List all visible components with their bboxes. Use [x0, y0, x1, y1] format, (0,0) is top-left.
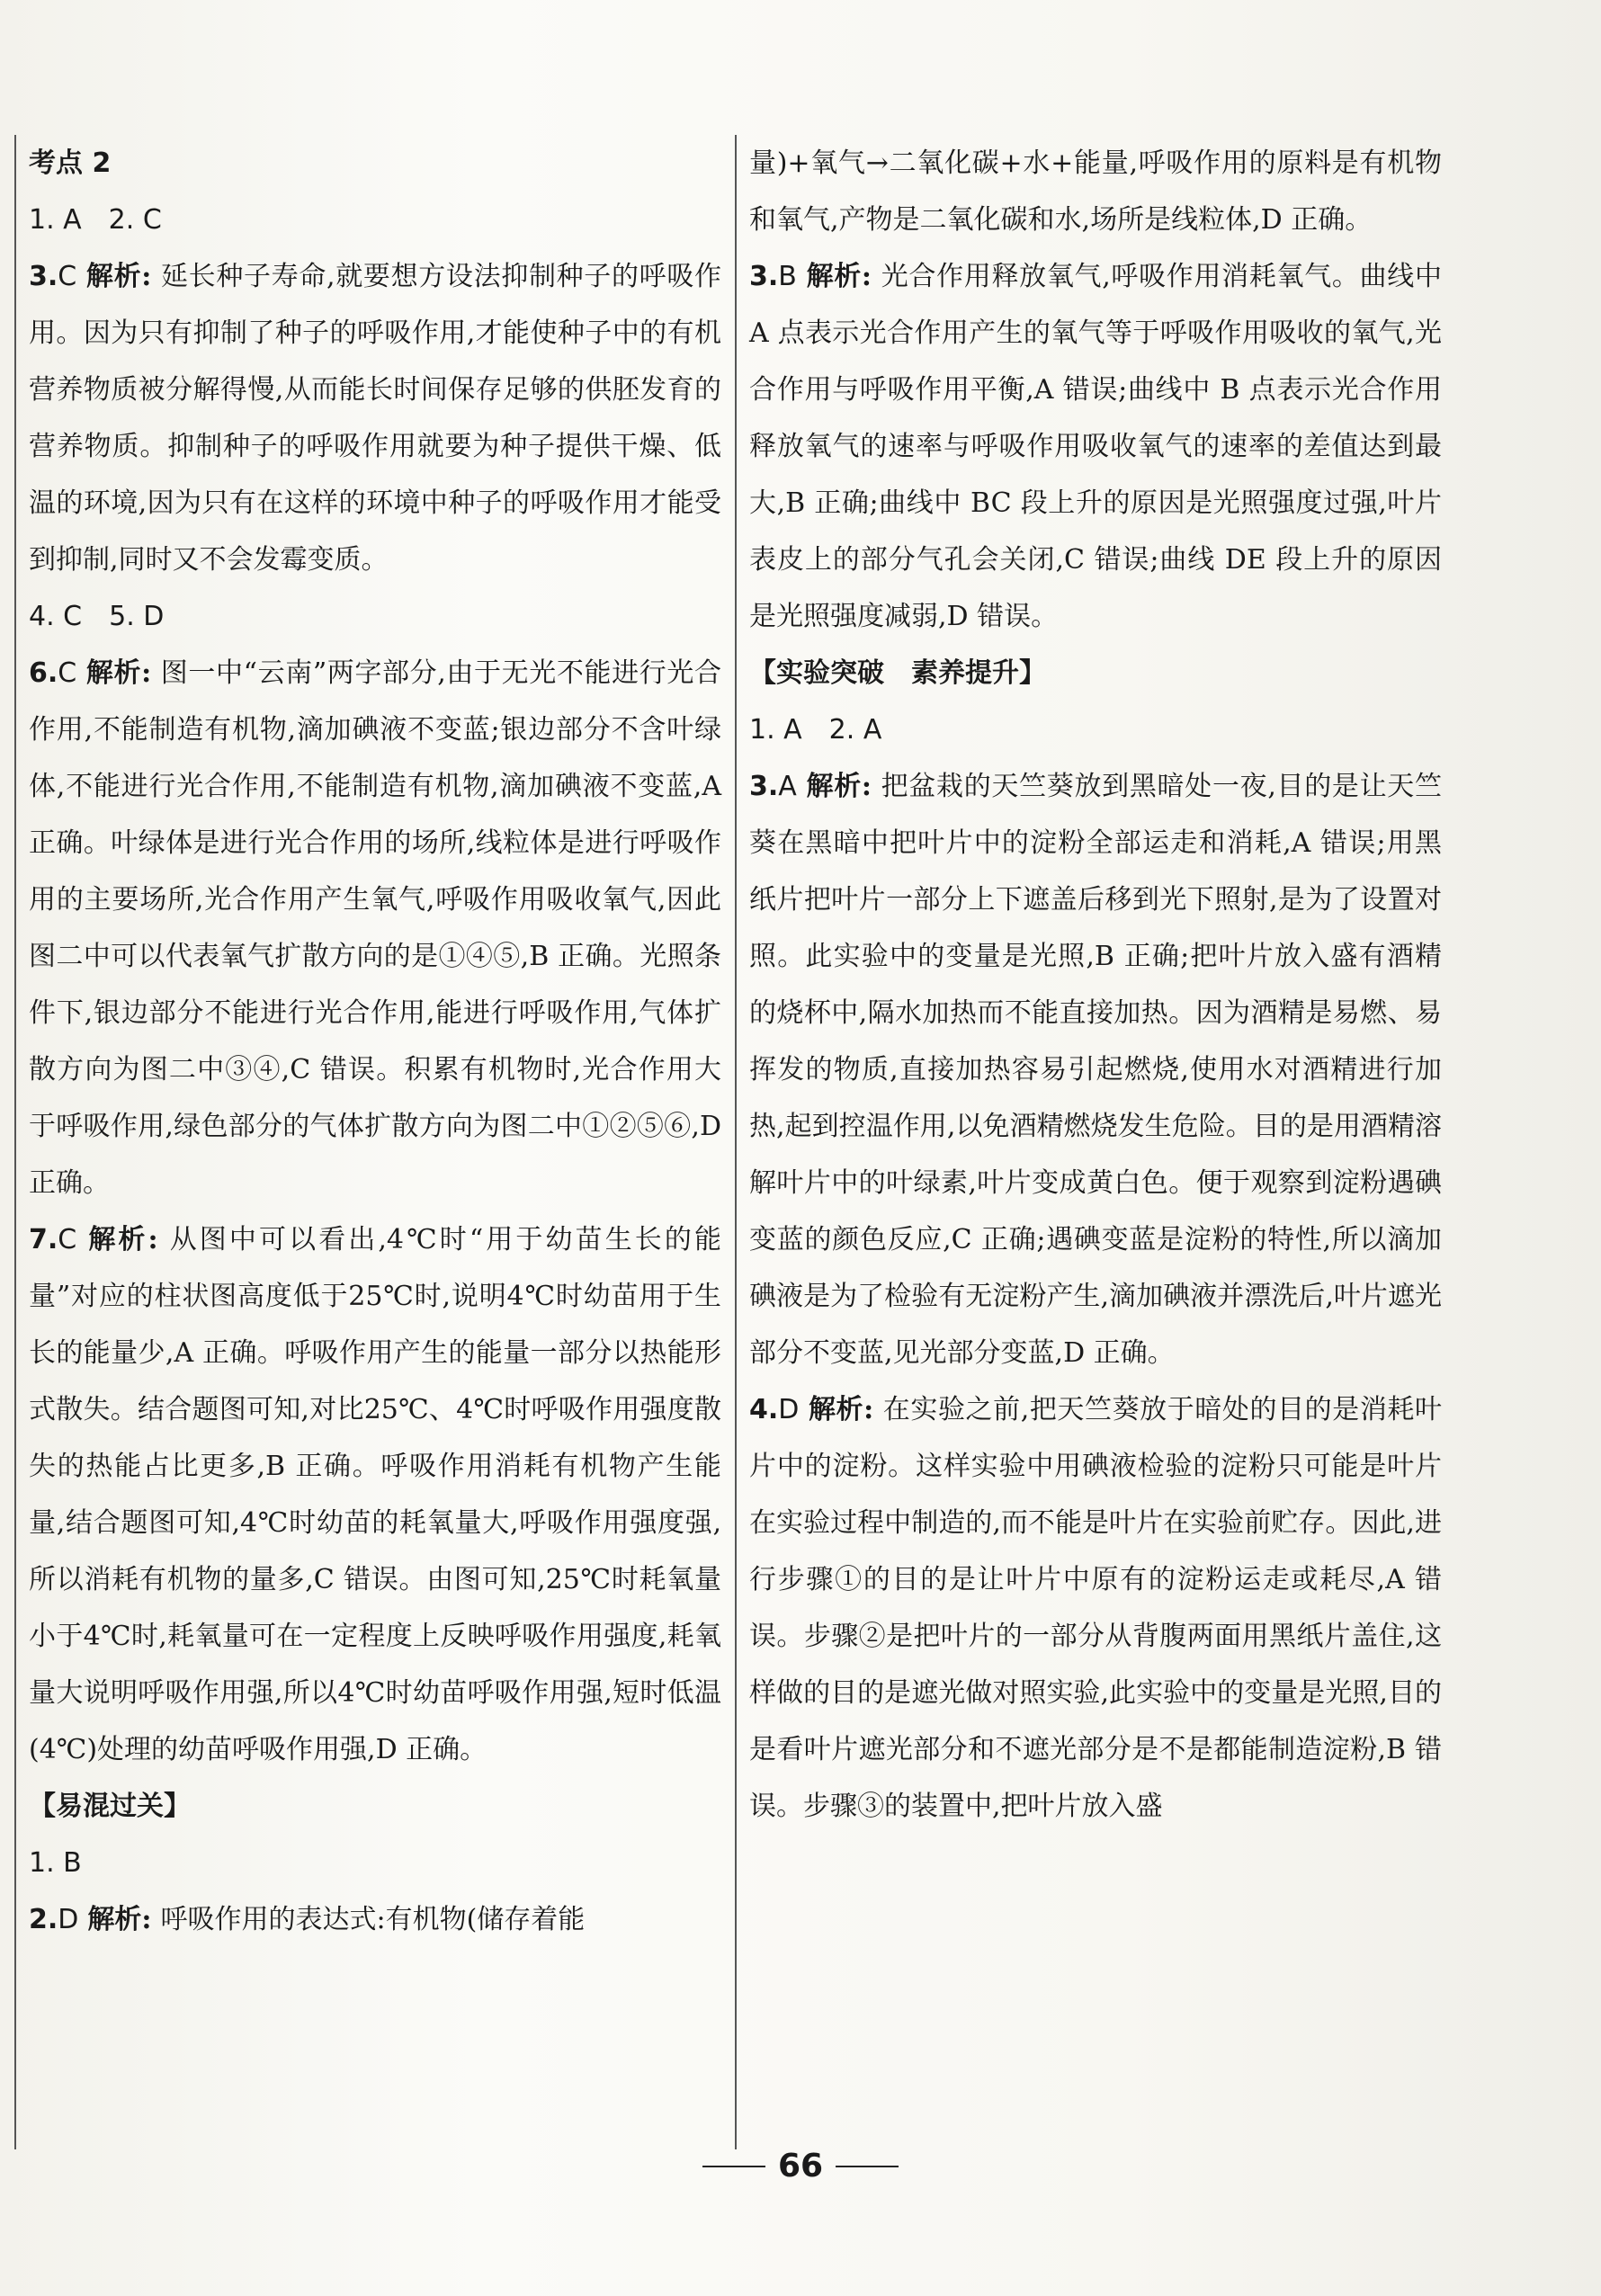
item-answer: C: [58, 1224, 77, 1255]
answer-item-6: [29, 645, 721, 1211]
analysis-label: 解析:: [808, 1394, 874, 1425]
analysis-text: 把盆栽的天竺葵放到黑暗处一夜,目的是让天竺葵在黑暗中把叶片中的淀粉全部运走和消耗,A 错误;用黑纸片把叶片一部分上下遮盖后移到光下照射,是为了设置对照。此实验中的变量是光照,B 正确;把叶片放入盛有酒精的烧杯中,隔水加热而不能直接加热。因为酒精是易燃、易挥发的物质,直接加热容易引起燃烧,使用水对酒精进行加热,起到控温作用,以免酒精燃烧发生危险。目的是用酒精溶解叶片中的叶绿素,叶片变成黄白色。便于观察到淀粉遇碘变蓝的颜色反应,C 正确;遇碘变蓝是淀粉的特性,所以滴加碘液是为了检验有无淀粉产生,滴加碘液并漂洗后,叶片遮光部分不变蓝,见光部分变蓝,D 正确。: [749, 771, 1442, 1369]
analysis-text: 在实验之前,把天竺葵放于暗处的目的是消耗叶片中的淀粉。这样实验中用碘液检验的淀粉只可能是叶片在实验过程中制造的,而不能是叶片在实验前贮存。因此,进行步骤①的目的是让叶片中原有的淀粉运走或耗尽,A 错误。步骤②是把叶片的一部分从背腹两面用黑纸片盖住,这样做的目的是遮光做对照实验,此实验中的变量是光照,目的是看叶片遮光部分和不遮光部分是不是都能制造淀粉,B 错误。步骤③的装置中,把叶片放入盛: [749, 1394, 1442, 1822]
item-number: 4.: [749, 1394, 779, 1425]
answer-item-3: [749, 248, 1442, 645]
item-answer: B: [778, 261, 797, 292]
left-column: [29, 135, 721, 1948]
item-number: 3.: [749, 771, 779, 802]
answer-line: 1. B: [29, 1847, 82, 1879]
item-number: 7.: [29, 1224, 58, 1255]
item-answer: D: [778, 1394, 800, 1425]
answer-line: 1. A 2. C: [29, 204, 162, 236]
left-margin-rule: [14, 135, 16, 2149]
page-number: 66: [777, 2148, 824, 2184]
answer-item-4: [749, 1381, 1442, 1835]
item-answer: C: [58, 657, 77, 689]
analysis-text: 呼吸作用的表达式:有机物(储存着能: [160, 1904, 586, 1935]
answer-item-2: [29, 1891, 721, 1948]
item-answer: D: [58, 1904, 79, 1935]
item-number: 2.: [29, 1904, 58, 1935]
analysis-label: 解析:: [85, 1224, 158, 1255]
footer-rule-right: [836, 2166, 899, 2167]
answer-line: 4. C 5. D: [29, 601, 165, 632]
page-footer: [0, 2148, 1601, 2184]
item-number: 6.: [29, 657, 58, 689]
section-title-confusion: 【易混过关】: [29, 1791, 191, 1822]
continued-text: 量)+氧气→二氧化碳+水+能量,呼吸作用的原料是有机物和氧气,产物是二氧化碳和水,场所是线粒体,D 正确。: [749, 147, 1442, 236]
column-divider: [735, 135, 737, 2149]
answer-item-3b: [749, 758, 1442, 1381]
answer-line: 1. A 2. A: [749, 714, 882, 746]
analysis-label: 解析:: [805, 771, 872, 802]
analysis-label: 解析:: [85, 657, 152, 689]
item-number: 3.: [29, 261, 58, 292]
answer-item-3: [29, 248, 721, 588]
analysis-text: 从图中可以看出,4℃时“用于幼苗生长的能量”对应的柱状图高度低于25℃时,说明4℃时幼苗用于生长的能量少,A 正确。呼吸作用产生的能量一部分以热能形式散失。结合题图可知,对比25℃、4℃时呼吸作用强度散失的热能占比更多,B 正确。呼吸作用消耗有机物产生能量,结合题图可知,4℃时幼苗的耗氧量大,呼吸作用强度强,所以消耗有机物的量多,C 错误。由图可知,25℃时耗氧量小于4℃时,耗氧量可在一定程度上反映呼吸作用强度,耗氧量大说明呼吸作用强,所以4℃时幼苗呼吸作用强,短时低温(4℃)处理的幼苗呼吸作用强,D 正确。: [29, 1224, 721, 1765]
analysis-label: 解析:: [805, 261, 872, 292]
analysis-text: 图一中“云南”两字部分,由于无光不能进行光合作用,不能制造有机物,滴加碘液不变蓝;银边部分不含叶绿体,不能进行光合作用,不能制造有机物,滴加碘液不变蓝,A 正确。叶绿体是进行光合作用的场所,线粒体是进行呼吸作用的主要场所,光合作用产生氧气,呼吸作用吸收氧气,因此图二中可以代表氧气扩散方向的是①④⑤,B 正确。光照条件下,银边部分不能进行光合作用,能进行呼吸作用,气体扩散方向为图二中③④,C 错误。积累有机物时,光合作用大于呼吸作用,绿色部分的气体扩散方向为图二中①②⑤⑥,D 正确。: [29, 657, 721, 1199]
right-column: [749, 135, 1442, 1835]
analysis-text: 延长种子寿命,就要想方设法抑制种子的呼吸作用。因为只有抑制了种子的呼吸作用,才能使种子中的有机营养物质被分解得慢,从而能长时间保存足够的供胚发育的营养物质。抑制种子的呼吸作用就要为种子提供干燥、低温的环境,因为只有在这样的环境中种子的呼吸作用才能受到抑制,同时又不会发霉变质。: [29, 261, 721, 576]
answer-item-7: [29, 1211, 721, 1778]
item-answer: C: [58, 261, 77, 292]
analysis-text: 光合作用释放氧气,呼吸作用消耗氧气。曲线中 A 点表示光合作用产生的氧气等于呼吸作用吸收的氧气,光合作用与呼吸作用平衡,A 错误;曲线中 B 点表示光合作用释放氧气的速率与呼吸作用吸收氧气的速率的差值达到最大,B 正确;曲线中 BC 段上升的原因是光照强度过强,叶片表皮上的部分气孔会关闭,C 错误;曲线 DE 段上升的原因是光照强度减弱,D 错误。: [749, 261, 1442, 632]
footer-rule-left: [702, 2166, 765, 2167]
item-number: 3.: [749, 261, 779, 292]
item-answer: A: [778, 771, 797, 802]
analysis-label: 解析:: [85, 261, 152, 292]
section-title-experiment: 【实验突破 素养提升】: [749, 657, 1046, 689]
analysis-label: 解析:: [87, 1904, 152, 1935]
section-heading: 考点 2: [29, 147, 112, 179]
